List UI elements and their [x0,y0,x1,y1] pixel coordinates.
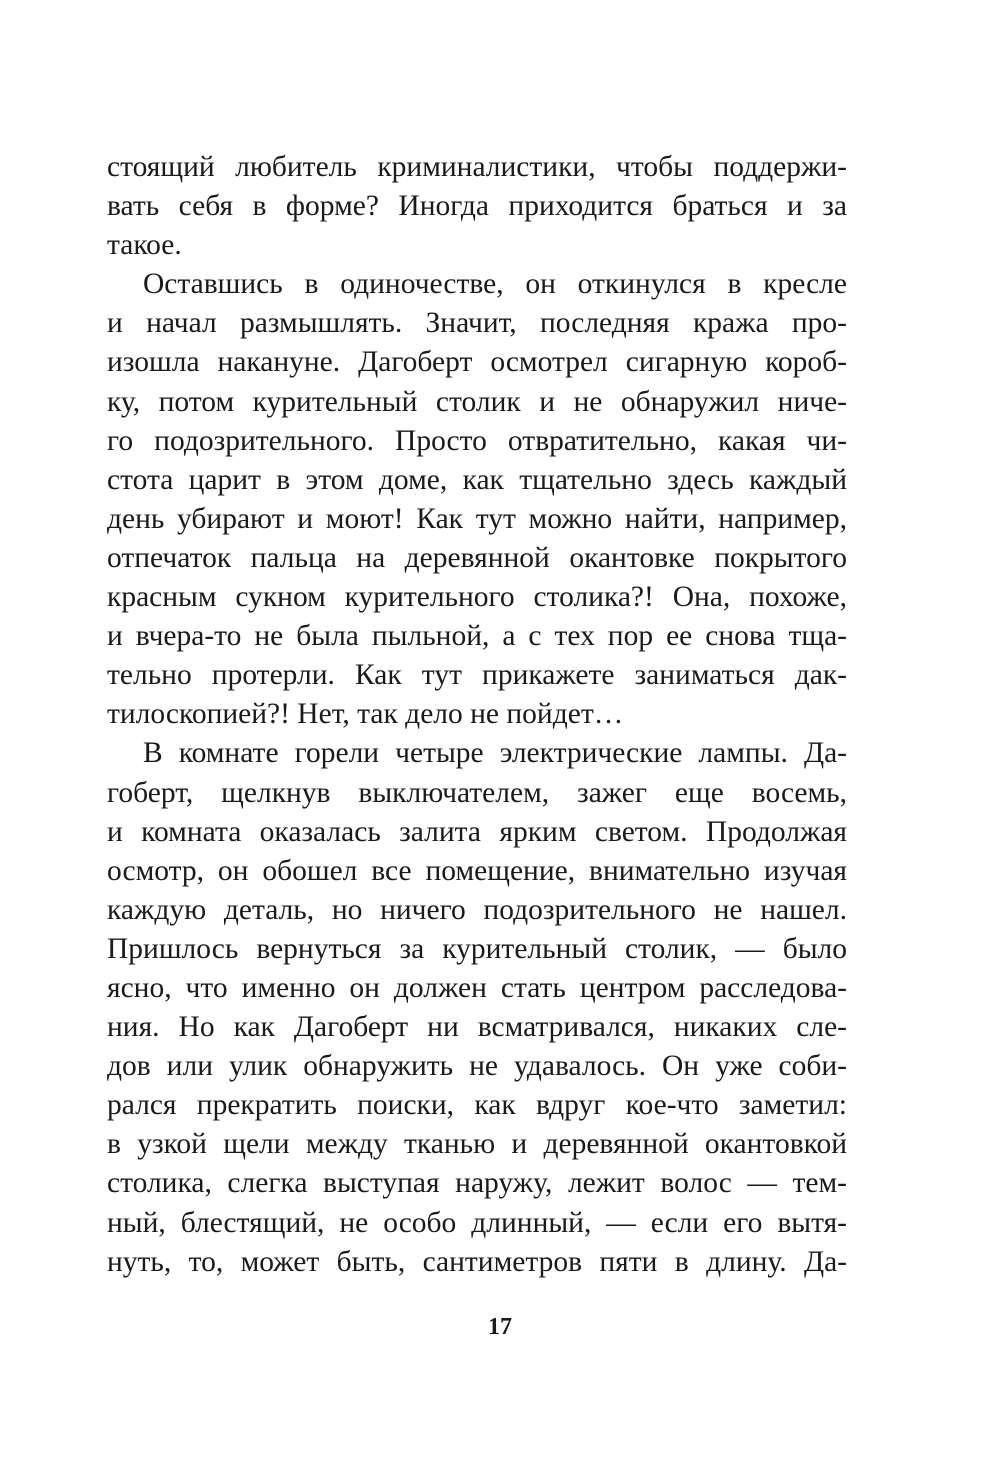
text-line: такое. [107,229,182,262]
text-line: тельно протерли. Как тут прикажете заниматься дак- [107,659,847,692]
text-line: вать себя в форме? Иногда приходится браться и за [107,190,847,223]
text-line: ния. Но как Дагоберт ни всматривался, никаких сле- [107,1011,847,1044]
page-number: 17 [488,1314,512,1340]
text-line: день убирают и моют! Как тут можно найти, например, [107,502,847,535]
text-line: в узкой щели между тканью и деревянной окантовкой [107,1128,847,1161]
text-line: В комнате горели четыре электрические лампы. Да- [143,737,847,770]
text-line: отпечаток пальца на деревянной окантовке покрытого [107,541,847,574]
text-line: ку, потом курительный столик и не обнаружил ниче- [107,385,847,418]
text-line: гоберт, щелкнув выключателем, зажег еще восемь, [107,776,847,809]
text-line: го подозрительного. Просто отвратительно, какая чи- [107,424,847,457]
text-line: Пришлось вернуться за курительный столик, — было [107,932,847,965]
text-line: и начал размышлять. Значит, последняя кража про- [107,307,847,340]
text-line: Оставшись в одиночестве, он откинулся в кресле [143,268,847,301]
text-line: каждую деталь, но ничего подозрительного не нашел. [107,893,847,926]
text-line: рался прекратить поиски, как вдруг кое-что заметил: [107,1089,847,1122]
text-line: столика, слегка выступая наружу, лежит волос — тем- [107,1167,847,1200]
text-line: дов или улик обнаружить не удавалось. Он уже соби- [107,1050,847,1083]
text-line: стота царит в этом доме, как тщательно здесь каждый [107,463,847,496]
text-line: ясно, что именно он должен стать центром расследова- [107,971,847,1004]
text-line: и комната оказалась залита ярким светом. Продолжая [107,815,847,848]
text-line: и вчера-то не была пыльной, а с тех пор ее снова тща- [107,620,847,653]
text-line: красным сукном курительного столика?! Она, похоже, [107,581,847,614]
text-line: тилоскопией?! Нет, так дело не пойдет… [107,698,624,731]
text-line: изошла накануне. Дагоберт осмотрел сигарную короб- [107,346,847,379]
body-text [107,148,847,1282]
text-line: нуть, то, может быть, сантиметров пяти в длину. Да- [107,1245,847,1278]
text-line: осмотр, он обошел все помещение, внимательно изучая [107,854,847,887]
text-line: стоящий любитель криминалистики, чтобы поддержи- [107,151,847,183]
text-line: ный, блестящий, не особо длинный, — если его вытя- [107,1206,847,1239]
